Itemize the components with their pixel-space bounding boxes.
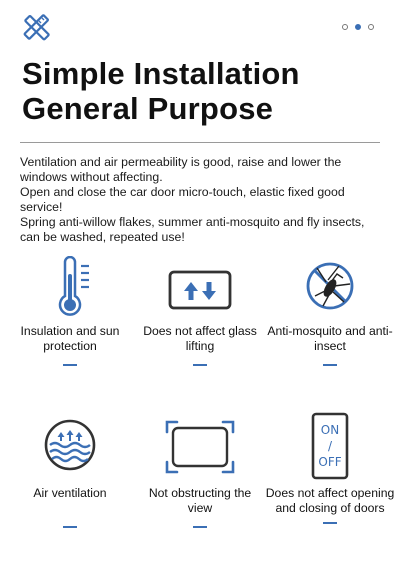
view-frame-icon xyxy=(165,412,235,482)
on-off-switch-icon xyxy=(295,412,365,482)
window-lift-icon xyxy=(165,256,235,326)
feature-clear-view xyxy=(135,412,265,515)
pager-dots xyxy=(342,24,374,30)
switch-off-text: OFF xyxy=(318,455,342,469)
air-flow-icon xyxy=(35,412,105,482)
tools-icon xyxy=(22,12,52,42)
title-line-1: Simple Installation xyxy=(22,56,300,91)
pager-dot-active[interactable] xyxy=(355,24,361,30)
description-line: Open and close the car door micro-touch, elastic fixed good service! xyxy=(20,185,345,214)
feature-air-ventilation xyxy=(5,412,135,500)
switch-on-text: ON xyxy=(320,423,340,437)
accent-bar xyxy=(193,526,207,528)
feature-label: Does not affect opening and closing of doors xyxy=(265,486,395,515)
description-line: Spring anti-willow flakes, summer anti-mosquito and fly insects, can be washed, repeated use! xyxy=(20,215,365,244)
feature-door-operation xyxy=(265,412,395,515)
feature-glass-lifting xyxy=(135,256,265,353)
description xyxy=(20,155,385,245)
feature-label: Air ventilation xyxy=(33,486,107,500)
feature-label: Not obstructing the view xyxy=(148,486,252,515)
description-line: Ventilation and air permeability is good, raise and lower the windows without affecting. xyxy=(20,155,342,184)
feature-label: Insulation and sun protection xyxy=(20,324,120,353)
page-title xyxy=(22,56,382,126)
accent-bar xyxy=(193,364,207,366)
accent-bar xyxy=(63,526,77,528)
feature-anti-mosquito xyxy=(265,256,395,353)
accent-bar xyxy=(63,364,77,366)
accent-bar xyxy=(323,522,337,524)
feature-label: Does not affect glass lifting xyxy=(143,324,257,353)
feature-label: Anti-mosquito and anti-insect xyxy=(267,324,393,353)
divider xyxy=(20,142,380,143)
no-mosquito-icon xyxy=(295,256,365,326)
pager-dot[interactable] xyxy=(368,24,374,30)
title-line-2: General Purpose xyxy=(22,91,274,126)
thermometer-icon xyxy=(35,256,105,326)
feature-insulation xyxy=(5,256,135,353)
accent-bar xyxy=(323,364,337,366)
switch-slash-text: / xyxy=(327,439,333,453)
pager-dot[interactable] xyxy=(342,24,348,30)
